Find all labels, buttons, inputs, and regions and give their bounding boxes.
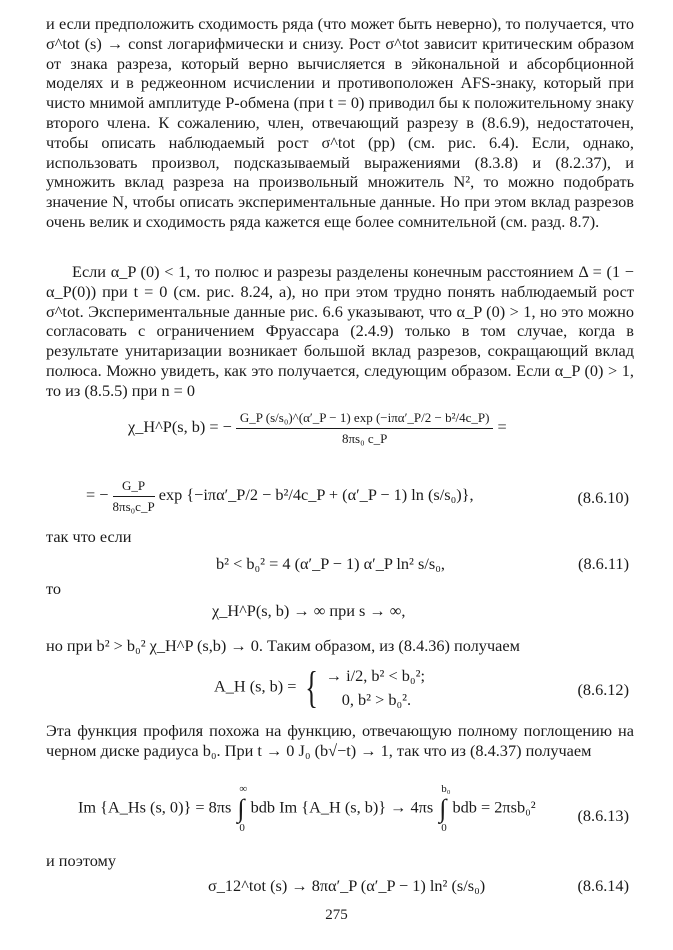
page-number: 275 (325, 907, 348, 923)
equation-8-6-14: σ_12^tot (s) → 8πα′_P (α′_P − 1) ln² (s/s₀) (208, 876, 486, 895)
integral-lower-limit: 0 (441, 822, 447, 834)
equation-8-6-13-part-c: bdb = 2πsb₀² (452, 797, 536, 817)
equation-8-6-10-rhs: exp {−iπα′_P/2 − b²/4c_P + (α′_P − 1) ln (s/s₀)}, (158, 485, 474, 505)
equation-8-6-10-numerator: G_P (113, 478, 155, 497)
equation-number-8-6-14: (8.6.14) (577, 876, 629, 895)
left-brace-icon: { (304, 663, 318, 712)
text-so-if: так что если (46, 527, 132, 546)
paragraph-pomeron-intercept: Если α_P (0) < 1, то полюс и разрезы разделены конечным расстоянием Δ = (1 − α_P(0)) при t = 0 (см. рис. 8.24, а), но при этом трудно понять наблюдаемый рост σ^tot. Экспериментальные данные рис. 6.6 указывают, что α_P (0) > 1, но это можно согласовать с ограничением Фруассара (2.4.9) только в том случае, когда в результате унитаризации возникает большой вклад разрезов, сокращающий вклад полюса. Можно увидеть, как это получается, следующим образом. Если α_P (0) > 1, то из (8.5.5) при n = 0 (46, 262, 634, 400)
equation-number-8-6-10: (8.6.10) (577, 488, 629, 507)
equation-number-8-6-12: (8.6.12) (577, 680, 629, 699)
integral-sign-icon: ∫ b₀ 0 (439, 783, 451, 834)
integral-sign-icon: ∫ ∞ 0 (237, 783, 248, 834)
equation-8-6-10-fraction (113, 478, 155, 515)
equation-8-6-13 (78, 783, 536, 834)
equation-chi-lhs: χ_H^P(s, b) = − (128, 417, 232, 437)
equation-8-6-10-denominator: 8πs₀c_P (112, 499, 155, 514)
text-and-hence: и поэтому (46, 851, 116, 870)
equation-8-6-13-part-b: bdb Im {A_H (s, b)} → 4πs (250, 797, 434, 817)
equation-chi-definition (128, 410, 507, 447)
equation-8-6-12-case-outside: 0, b² > b₀². (341, 690, 412, 709)
equation-8-6-11: b² < b₀² = 4 (α′_P − 1) α′_P ln² s/s₀, (216, 554, 445, 573)
integral-upper-limit: ∞ (239, 783, 248, 795)
integral-upper-limit: b₀ (441, 783, 451, 795)
equation-8-6-10-lhs: = − (86, 485, 109, 505)
text-then: то (46, 579, 62, 598)
equation-8-6-12-lhs: A_H (s, b) = (214, 676, 297, 696)
equation-number-8-6-13: (8.6.13) (577, 806, 629, 825)
paragraph-convergence: и если предположить сходимость ряда (что может быть неверно), то получается, что σ^tot (s) → const логарифмически и снизу. Рост σ^tot зависит критическим образом от знака разреза, который верно вычисляется в эйкональной и абсорбционной моделях и в реджеонном исчислении и противоположен AFS-знаку, который при чисто мнимой амплитуде P-обмена (при t = 0) приводил бы к положительному знаку второго члена. К сожалению, член, отвечающий разрезу в (8.6.9), недостаточен, чтобы описать наблюдаемый рост σ^tot (pp) (см. рис. 6.4). Если, однако, использовать произвол, подсказываемый выражениями (8.3.8) и (8.2.37), и умножить вклад разреза на произвольный множитель N², то можно подобрать значение N, чтобы описать экспериментальные данные. Но при этом вклад разрезов очень велик и сходимость ряда кажется еще более сомнительной (см. разд. 8.7). (46, 14, 634, 231)
equation-number-8-6-11: (8.6.11) (578, 554, 629, 573)
equation-chi-denominator: 8πs₀ c_P (341, 431, 388, 446)
equation-chi-fraction (236, 410, 494, 447)
equation-chi-numerator: G_P (s/s₀)^(α′_P − 1) exp (−iπα′_P/2 − b²/4c_P) (236, 410, 494, 429)
paragraph-black-disk: Эта функция профиля похожа на функцию, отвечающую полному поглощению на черном диске радиуса b₀. При t → 0 J₀ (b√−t) → 1, так что из (8.4.37) получаем (46, 721, 634, 760)
equation-8-6-13-part-a: Im {A_Hs (s, 0)} = 8πs (78, 797, 232, 817)
integral-lower-limit: 0 (239, 822, 245, 834)
equation-8-6-12-cases (326, 664, 425, 712)
equation-chi-rhs: = (497, 417, 507, 437)
equation-8-6-10 (86, 478, 474, 515)
equation-8-6-12 (214, 664, 425, 712)
equation-chi-limit: χ_H^P(s, b) → ∞ при s → ∞, (212, 601, 406, 620)
text-but-when: но при b² > b₀² χ_H^P (s,b) → 0. Таким образом, из (8.4.36) получаем (46, 636, 520, 655)
equation-8-6-12-case-inside: → i/2, b² < b₀²; (325, 666, 425, 685)
